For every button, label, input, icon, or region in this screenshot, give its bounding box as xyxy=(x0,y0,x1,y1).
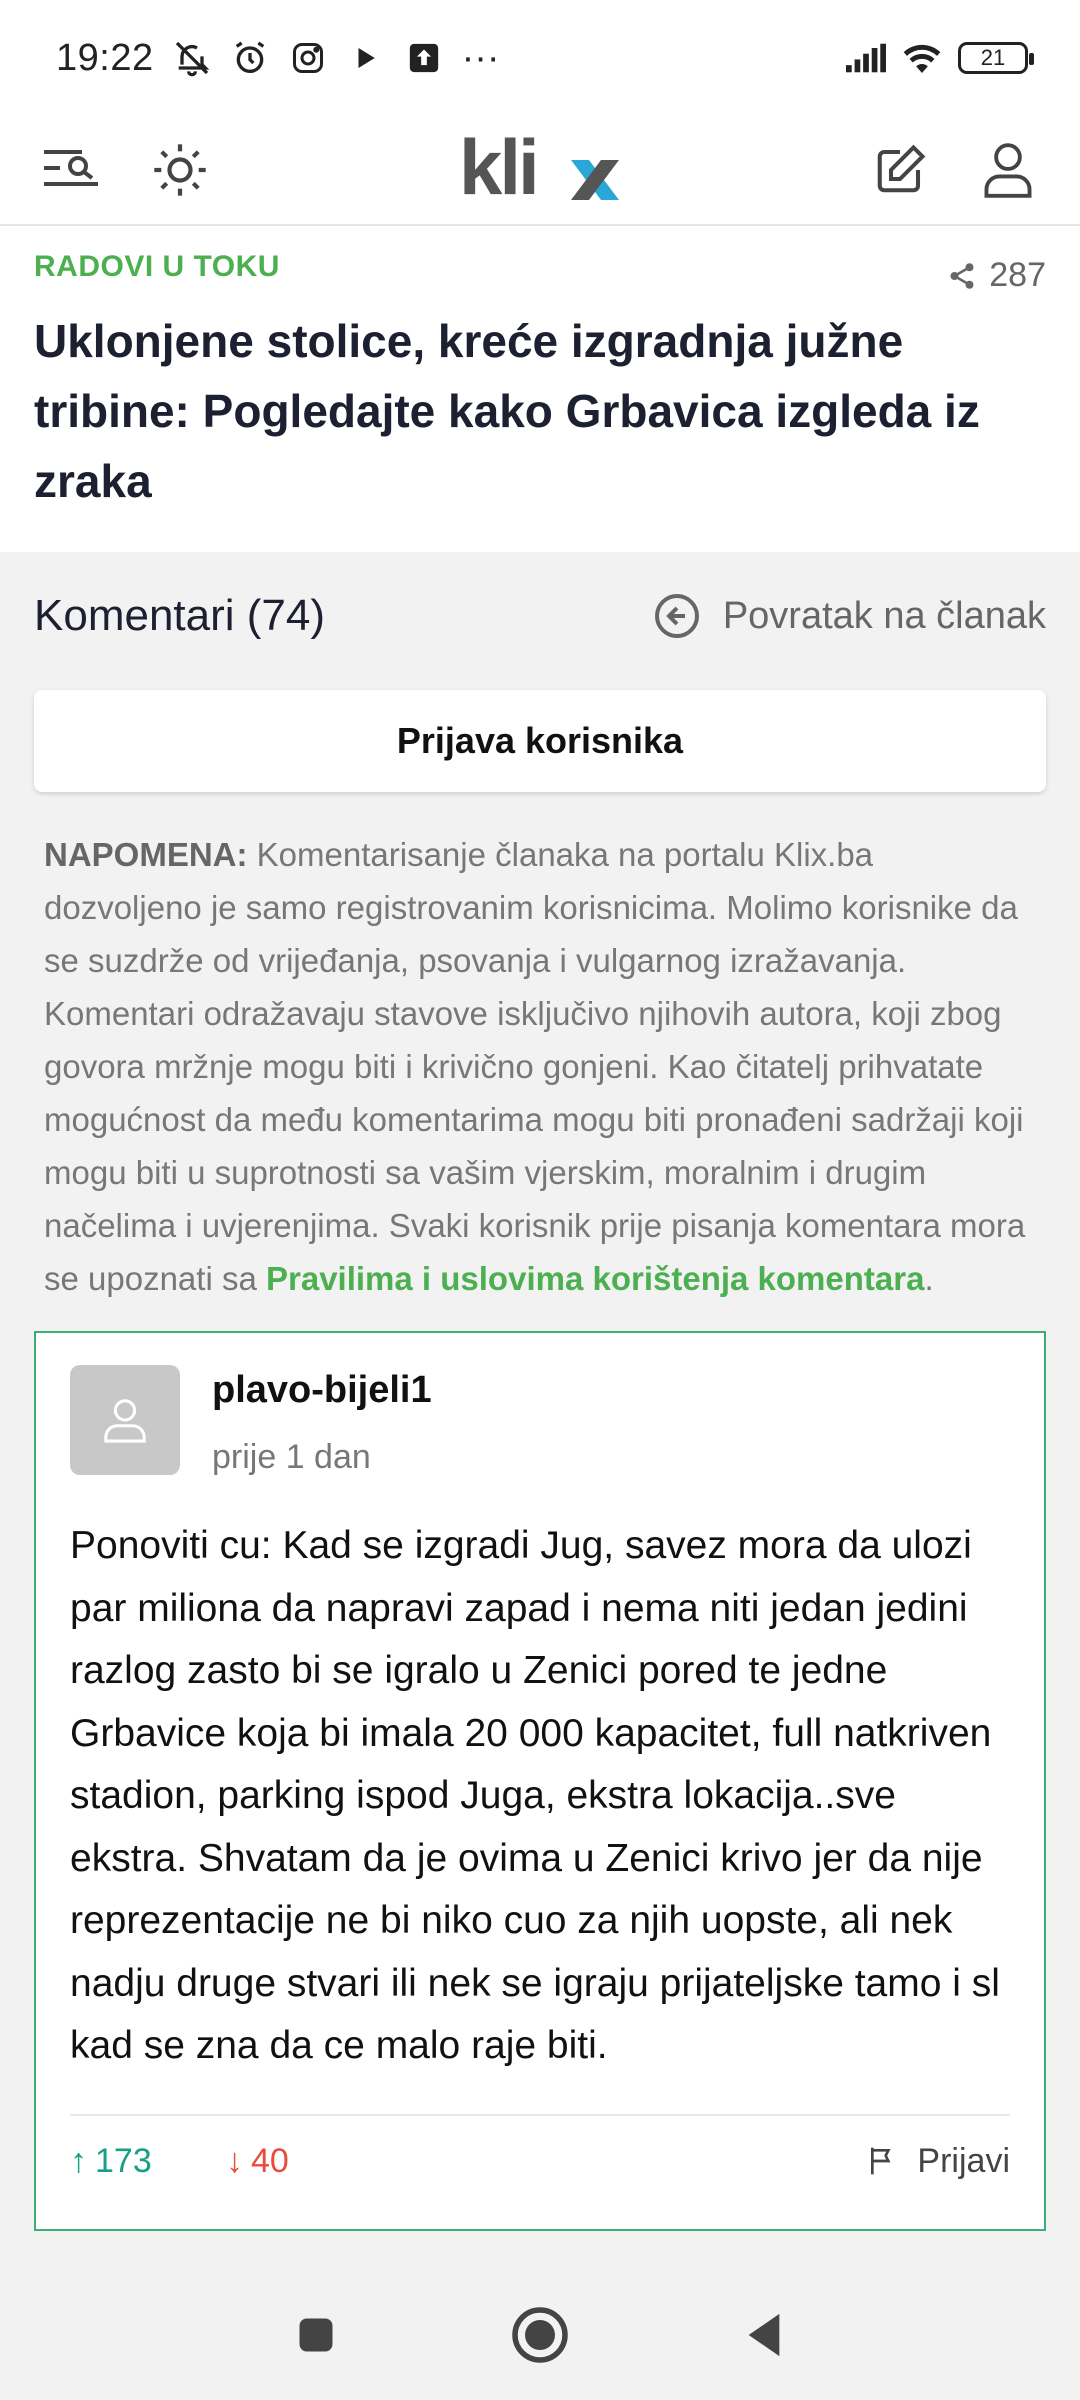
comments-header xyxy=(34,582,1046,650)
share-count: 287 xyxy=(989,256,1046,294)
mute-icon xyxy=(172,38,212,78)
status-left xyxy=(56,37,500,80)
arrow-left-circle-icon xyxy=(653,592,701,640)
theme-toggle-icon[interactable] xyxy=(148,138,212,202)
instagram-icon xyxy=(288,38,328,78)
comment-author-row xyxy=(70,1365,1010,1477)
upvote-button[interactable] xyxy=(70,2142,226,2181)
comment-rules-link[interactable]: Pravilima i uslovima korištenja komentara xyxy=(265,1260,925,1297)
notice-text: Komentarisanje članaka na portalu Klix.ba dozvoljeno je samo registrovanim korisnicima. Molimo korisnike da se suzdrže od vrijeđanja, psovanja i vulgarnog izražavanja. Komentari odražavaju stavove isključivo njihovih autora, koji zbog govora mržnje mogu biti i krivično gonjeni. Kao čitatelj prihvatate mogućnost da među komentarima mogu biti pronađeni sadržaji koji mogu biti u suprotnosti sa vašim vjerskim, moralnim i drugim načelima i uvjerenjima. Svaki korisnik prije pisanja komentara mora se upoznati sa xyxy=(44,836,1026,1297)
user-icon[interactable] xyxy=(976,138,1040,202)
avatar[interactable] xyxy=(70,1365,180,1475)
back-to-article-label: Povratak na članak xyxy=(722,594,1046,637)
header-right xyxy=(868,138,1040,202)
arrow-down-icon: ↓ xyxy=(226,2141,243,2180)
more-notifications: ··· xyxy=(461,36,500,79)
downvote-button[interactable] xyxy=(226,2142,289,2181)
user-login-button[interactable]: Prijava korisnika xyxy=(34,690,1046,792)
notice-label: NAPOMENA: xyxy=(44,836,248,873)
status-right xyxy=(846,38,1028,78)
play-store-icon xyxy=(346,38,386,78)
edit-icon[interactable] xyxy=(868,138,932,202)
comment-user-info xyxy=(212,1365,432,1477)
back-button[interactable] xyxy=(732,2303,796,2367)
status-bar xyxy=(0,0,1080,116)
article-title: Uklonjene stolice, kreće izgradnja južne tribine: Pogledajte kako Grbavica izgleda iz zraka xyxy=(34,315,980,507)
flag-icon xyxy=(867,2145,899,2177)
comment-text: Ponoviti cu: Kad se izgradi Jug, savez mora da ulozi par miliona da napravi zapad i nema niti jedan jedini razlog zasto bi se igralo u Zenici pored te jedne Grbavice koja bi imala 20 000 kapacitet, full natkriven stadion, parking ispod Juga, ekstra lokacija..sve ekstra. Shvatam da je ovima u Zenici krivo jer da nije reprezentacije ne bi niko cuo za njih uopste, ali nek nadju druge stvari ili nek se igraju prijateljske tamo i sl kad se zna da ce malo raje biti. xyxy=(70,1524,1000,2067)
header-left xyxy=(40,138,212,202)
app-header xyxy=(0,116,1080,226)
comments-title: Komentari (74) xyxy=(34,591,326,640)
battery-indicator xyxy=(958,42,1028,74)
comment-time: prije 1 dan xyxy=(212,1438,371,1476)
report-button[interactable] xyxy=(867,2142,1010,2181)
klix-logo-graphic xyxy=(459,136,621,204)
downvote-count: 40 xyxy=(251,2141,289,2180)
wifi-icon xyxy=(902,38,942,78)
comment-card xyxy=(34,1331,1046,2231)
signal-icon xyxy=(846,38,886,78)
comments-section xyxy=(0,552,1080,2285)
upload-icon xyxy=(404,38,444,78)
recents-icon xyxy=(294,2313,338,2357)
back-to-article-link[interactable] xyxy=(653,592,1046,640)
default-avatar-icon xyxy=(102,1395,148,1445)
notice-end: . xyxy=(924,1260,934,1297)
arrow-up-icon: ↑ xyxy=(70,2141,87,2180)
menu-search-icon[interactable] xyxy=(40,138,104,202)
home-button[interactable] xyxy=(508,2303,572,2367)
comment-notice xyxy=(34,828,1046,1305)
home-icon xyxy=(510,2305,570,2365)
upvote-count: 173 xyxy=(95,2141,152,2180)
recents-button[interactable] xyxy=(284,2303,348,2367)
comment-username[interactable]: plavo-bijeli1 xyxy=(212,1369,432,1411)
back-icon xyxy=(741,2310,787,2360)
status-time: 19:22 xyxy=(56,36,154,79)
comment-footer xyxy=(70,2114,1010,2181)
klix-logo[interactable] xyxy=(459,136,621,204)
alarm-icon xyxy=(230,38,270,78)
article-header xyxy=(0,226,1080,552)
article-category[interactable]: RADOVI U TOKU xyxy=(34,250,280,283)
system-nav-bar xyxy=(0,2270,1080,2400)
report-label: Prijavi xyxy=(917,2141,1010,2180)
share-icon xyxy=(947,261,977,291)
battery-level: 21 xyxy=(980,45,1006,70)
svg-text:kli: kli xyxy=(459,136,537,204)
share-button[interactable] xyxy=(947,256,1046,295)
